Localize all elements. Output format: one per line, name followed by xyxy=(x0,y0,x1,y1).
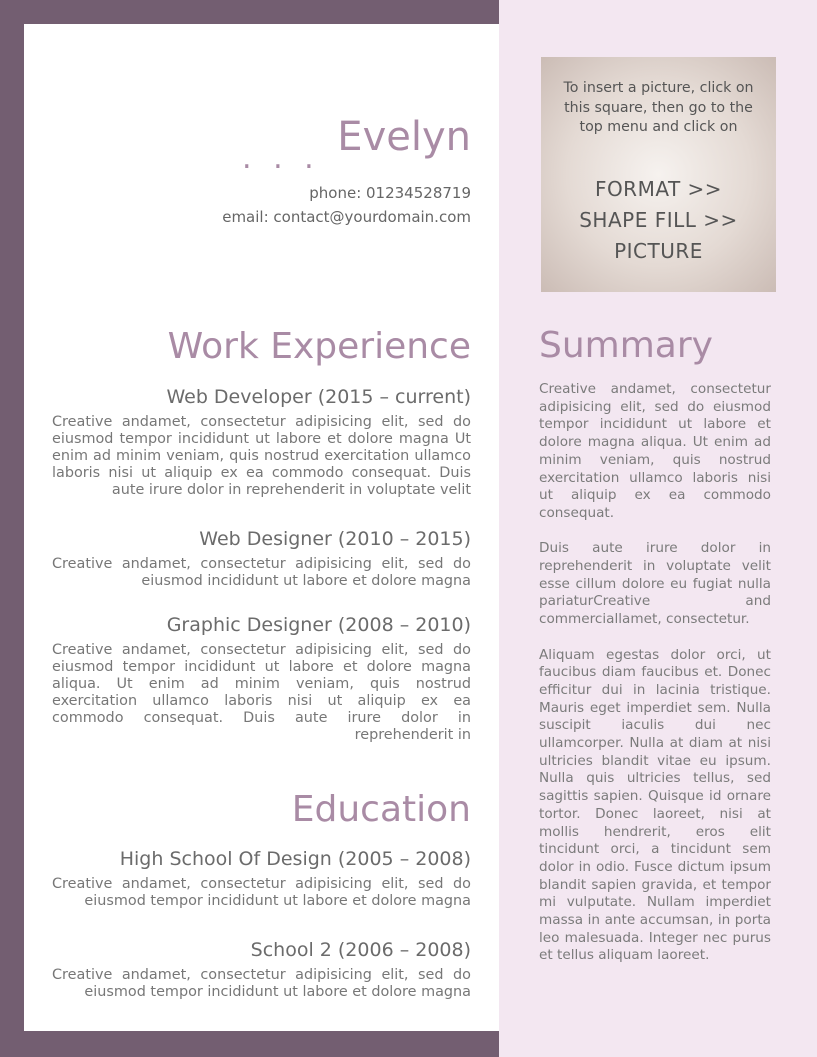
job-title[interactable]: Web Developer (2015 – current) xyxy=(166,386,471,408)
summary-heading[interactable]: Summary xyxy=(539,325,713,366)
education-title[interactable]: High School Of Design (2005 – 2008) xyxy=(119,848,471,870)
photo-instruction-text: To insert a picture, click on this square, then go to the top menu and click on xyxy=(563,80,754,135)
education-title[interactable]: School 2 (2006 – 2008) xyxy=(250,939,471,961)
job-description[interactable]: Creative andamet, consectetur adipisicing elit, sed do eiusmod tempor incididunt ut labore et dolore magna Ut enim ad minim veniam, quis nostrud exercitation ullamco laboris nisi ut aliquip ex ea commodo consequat. Duis aute irure dolor in reprehenderit in voluptate velit xyxy=(52,414,471,498)
resume-page xyxy=(24,24,499,1031)
education-description[interactable]: Creative andamet, consectetur adipisicing elit, sed do eiusmod tempor incididunt ut labore et dolore magna xyxy=(52,876,471,909)
summary-body xyxy=(539,381,771,983)
summary-paragraph[interactable]: Creative andamet, consectetur adipisicing elit, sed do eiusmod tempor incididunt ut labore et dolore magna aliqua. Ut enim ad minim veniam, quis nostrud exercitation ullamco laboris nisi ut aliquip ex ea commodo consequat. xyxy=(539,381,771,521)
job-title[interactable]: Web Designer (2010 – 2015) xyxy=(199,528,471,550)
work-experience-heading[interactable]: Work Experience xyxy=(167,326,471,367)
job-description[interactable]: Creative andamet, consectetur adipisicing elit, sed do eiusmod tempor incididunt ut labore et dolore magna aliqua. Ut enim ad minim veniam, quis nostrud exercitation ullamco laboris nisi ut aliquip ex ea commodo consequat. Duis aute irure dolor in reprehenderit in xyxy=(52,642,471,743)
photo-placeholder[interactable] xyxy=(541,57,776,292)
email-text[interactable]: email: contact@yourdomain.com xyxy=(222,208,471,226)
photo-step-shape-fill: SHAPE FILL >> xyxy=(579,208,738,232)
job-description[interactable]: Creative andamet, consectetur adipisicing elit, sed do eiusmod incididunt ut labore et dolore magna xyxy=(52,556,471,589)
summary-paragraph[interactable]: Duis aute irure dolor in reprehenderit in voluptate velit esse cillum dolore eu fugiat nulla pariaturCreative and commerciallamet, consectetur. xyxy=(539,540,771,628)
phone-text[interactable]: phone: 01234528719 xyxy=(309,184,471,202)
summary-paragraph[interactable]: Aliquam egestas dolor orci, ut faucibus diam faucibus et. Donec efficitur dui in lacinia tristique. Mauris eget imperdiet sem. Nulla suscipit iaculis dui nec ullamcorper. Nulla at diam at nisi ultricies blandit vitae eu ipsum. Nulla quis ultricies tellus, sed sagittis sapien. Quisque id ornare tortor. Donec laoreet, nisi at mollis hendrerit, eros elit tincidunt orci, a tincidunt sem dolor in odio. Fusce dictum ipsum blandit sapien gravida, et tempor mi vulputate. Nullam imperdiet massa in ante accumsan, in porta leo malesuada. Integer nec purus et tellus aliquam laoreet. xyxy=(539,646,771,964)
name-partial-text: . . . xyxy=(242,141,320,176)
candidate-name[interactable]: Evelyn xyxy=(337,114,471,160)
photo-step-format: FORMAT >> xyxy=(594,177,723,201)
photo-step-picture: PICTURE xyxy=(614,239,703,263)
education-description[interactable]: Creative andamet, consectetur adipisicing elit, sed do eiusmod tempor incididunt ut labore et dolore magna xyxy=(52,967,471,1000)
photo-instruction-steps xyxy=(551,174,766,267)
job-title[interactable]: Graphic Designer (2008 – 2010) xyxy=(166,614,471,636)
education-heading[interactable]: Education xyxy=(291,789,471,830)
